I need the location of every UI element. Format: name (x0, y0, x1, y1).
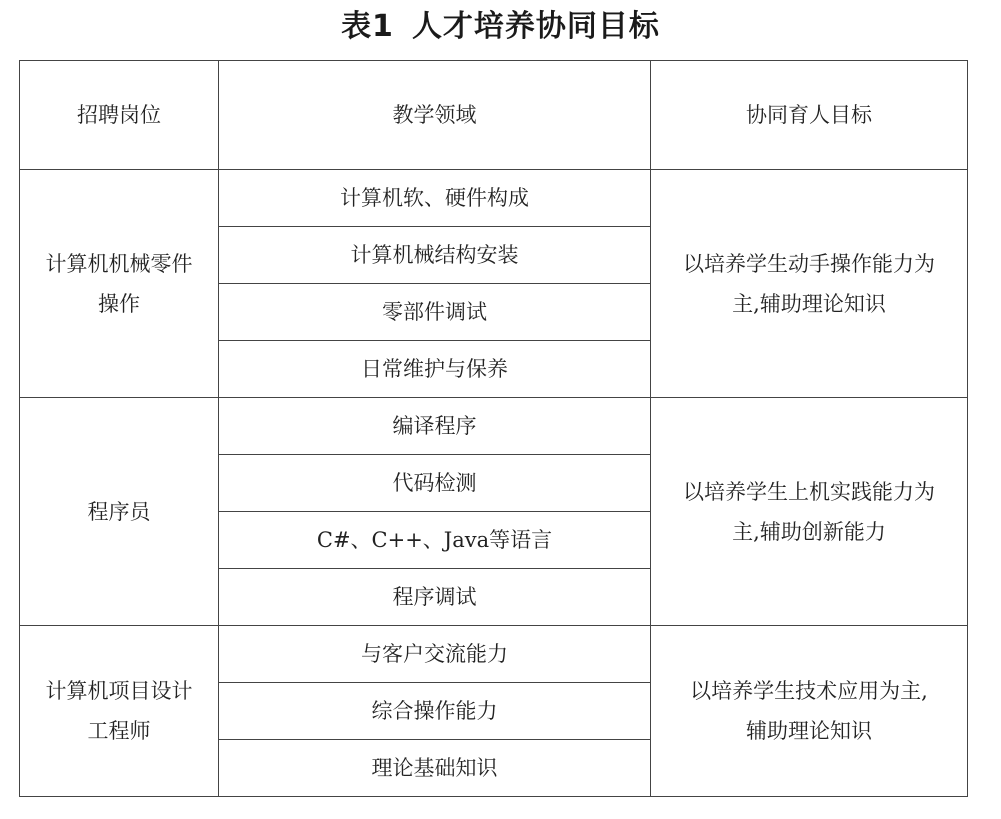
position-cell (20, 398, 219, 626)
table-number: 表1 (341, 9, 394, 44)
position-cell (20, 626, 219, 797)
domain-cell: 计算机械结构安装 (219, 227, 651, 284)
domain-cell: 程序调试 (219, 569, 651, 626)
position-line: 计算机机械零件 (45, 251, 193, 276)
domain-cell: 编译程序 (219, 398, 651, 455)
goals-table (19, 60, 968, 797)
table-caption: 人才培养协同目标 (411, 9, 660, 44)
position-line: 计算机项目设计 (45, 679, 193, 703)
goal-cell (651, 626, 968, 797)
position-line: 程序员 (87, 499, 151, 524)
goal-line: 辅助理论知识 (746, 719, 872, 743)
header-position: 招聘岗位 (20, 61, 219, 170)
goal-line: 主,辅助创新能力 (732, 519, 886, 544)
domain-cell: 零部件调试 (219, 284, 651, 341)
goal-cell (651, 170, 968, 398)
goal-line: 以培养学生技术应用为主, (690, 679, 928, 703)
goal-line: 以培养学生动手操作能力为 (683, 251, 935, 276)
goal-cell (651, 398, 968, 626)
goal-line: 以培养学生上机实践能力为 (683, 479, 935, 504)
table-title (0, 6, 1001, 48)
domain-cell: C#、C++、Java等语言 (219, 512, 651, 569)
domain-cell: 日常维护与保养 (219, 341, 651, 398)
domain-cell: 代码检测 (219, 455, 651, 512)
position-cell (20, 170, 219, 398)
table-row (20, 170, 968, 227)
position-line: 工程师 (87, 719, 151, 743)
header-goal: 协同育人目标 (651, 61, 968, 170)
domain-cell: 计算机软、硬件构成 (219, 170, 651, 227)
header-domain: 教学领域 (219, 61, 651, 170)
header-row (20, 61, 968, 170)
table-row (20, 626, 968, 683)
domain-cell: 与客户交流能力 (219, 626, 651, 683)
goal-line: 主,辅助理论知识 (732, 291, 886, 316)
position-line: 操作 (98, 291, 140, 316)
domain-cell: 理论基础知识 (219, 740, 651, 797)
domain-cell: 综合操作能力 (219, 683, 651, 740)
table-row (20, 398, 968, 455)
